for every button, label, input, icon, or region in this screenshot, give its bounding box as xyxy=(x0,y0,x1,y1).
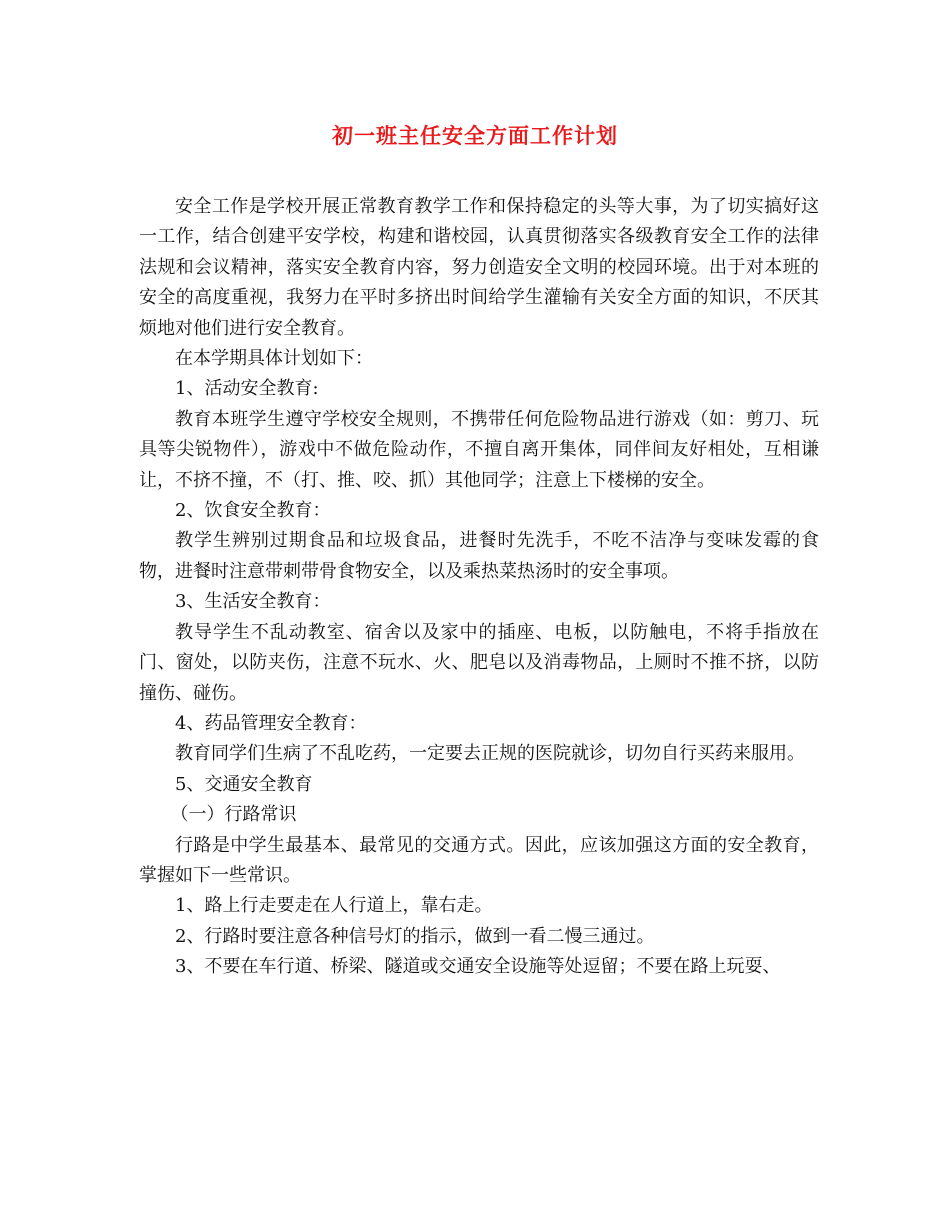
section-heading-traffic-safety: 5、交通安全教育 xyxy=(175,773,313,795)
document-body xyxy=(139,192,819,983)
section-heading-activity-safety: 1、活动安全教育: xyxy=(175,378,319,400)
paragraph-medicine-safety: 教育同学们生病了不乱吃药，一定要去正规的医院就诊，切勿自行买药来服用。 xyxy=(175,743,805,765)
subsection-heading-walking: （一）行路常识 xyxy=(170,804,297,826)
list-item-walking-3: 3、不要在车行道、桥梁、隧道或交通安全设施等处逗留；不要在路上玩耍、 xyxy=(175,956,781,978)
section-heading-food-safety: 2、饮食安全教育： xyxy=(175,500,331,522)
document-title: 初一班主任安全方面工作计划 xyxy=(332,123,618,148)
list-item-walking-1: 1、路上行走要走在人行道上，靠右走。 xyxy=(175,895,493,917)
paragraph-food-safety: 教学生辨别过期食品和垃圾食品，进餐时先洗手，不吃不洁净与变味发霉的食物，进餐时注意带刺带骨食物安全，以及乘热菜热汤时的安全事项。 xyxy=(139,530,819,582)
paragraph-life-safety: 教导学生不乱动教室、宿舍以及家中的插座、电板，以防触电，不将手指放在门、窗处，以防夹伤，注意不玩水、火、肥皂以及消毒物品，上厕时不推不挤，以防撞伤、碰伤。 xyxy=(139,621,819,704)
section-heading-life-safety: 3、生活安全教育： xyxy=(175,591,331,613)
list-item-walking-2: 2、行路时要注意各种信号灯的指示，做到一看二慢三通过。 xyxy=(175,925,655,947)
paragraph-plan-intro: 在本学期具体计划如下： xyxy=(175,348,373,370)
section-heading-medicine-safety: 4、药品管理安全教育： xyxy=(175,712,367,734)
paragraph-walking: 行路是中学生最基本、最常见的交通方式。因此，应该加强这方面的安全教育，掌握如下一些常识。 xyxy=(139,834,819,886)
paragraph-intro: 安全工作是学校开展正常教育教学工作和保持稳定的头等大事，为了切实搞好这一工作，结合创建平安学校，构建和谐校园，认真贯彻落实各级教育安全工作的法律法规和会议精神，落实安全教育内容，努力创造安全文明的校园环境。出于对本班的安全的高度重视，我努力在平时多挤出时间给学生灌输有关安全方面的知识，不厌其烦地对他们进行安全教育。 xyxy=(139,196,819,339)
paragraph-activity-safety: 教育本班学生遵守学校安全规则，不携带任何危险物品进行游戏（如：剪刀、玩具等尖锐物件），游戏中不做危险动作，不擅自离开集体，同伴间友好相处，互相谦让，不挤不撞，不（打、推、咬、抓）其他同学；注意上下楼梯的安全。 xyxy=(139,408,819,491)
